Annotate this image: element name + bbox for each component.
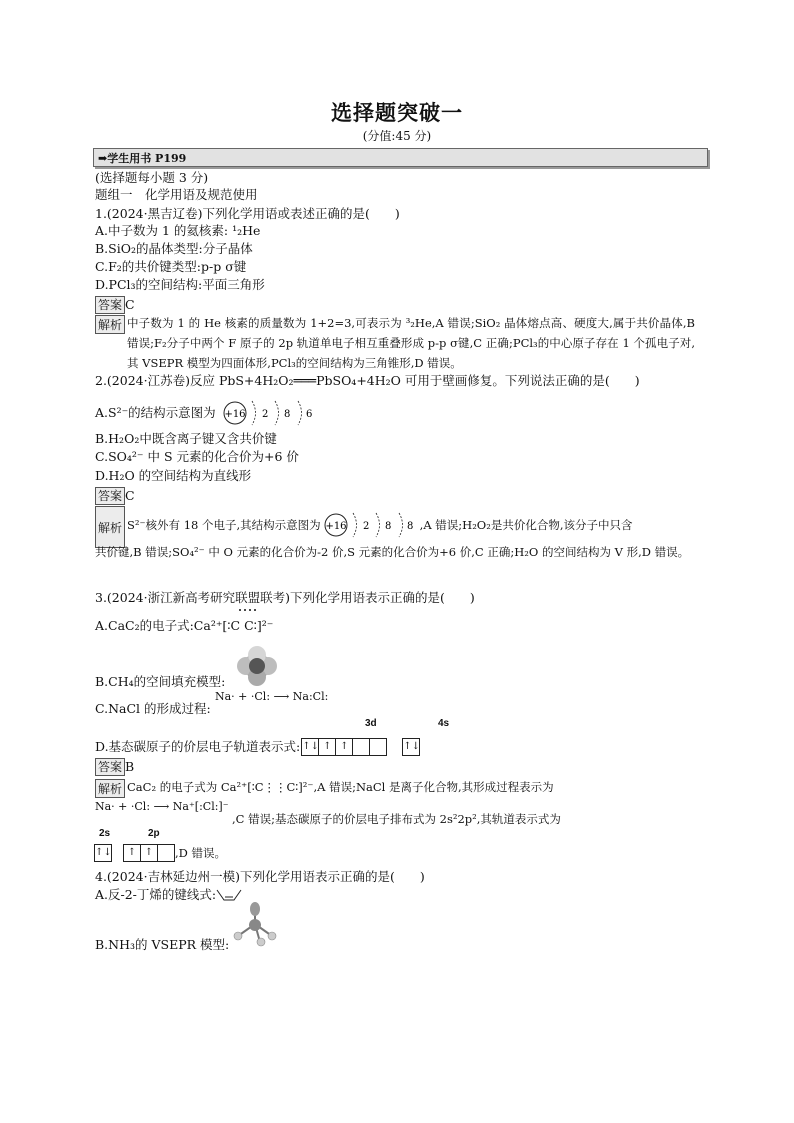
electron-dots-decoration xyxy=(236,605,266,615)
orbital-boxes-3d xyxy=(302,738,387,756)
q2-explanation-rest: 共价键,B 错误;SO₄²⁻ 中 O 元素的化合价为-2 价,S 元素的化合价为+6 价,C 正确;H₂O 的空间结构为 V 形,D 错误。 xyxy=(95,545,690,559)
orbital-box: ↑↓ xyxy=(94,844,112,862)
q3-option-b: B.CH₄的空间填充模型: xyxy=(95,674,226,689)
orbital-boxes-4s xyxy=(403,738,420,756)
q2-option-c: C.SO₄²⁻ 中 S 元素的化合价为+6 价 xyxy=(95,449,299,464)
q2-option-a xyxy=(95,398,317,428)
q1-answer xyxy=(95,296,135,314)
q4-stem: 4.(2024·吉林延边州一模)下列化学用语表示正确的是( ) xyxy=(95,869,425,884)
orbital-box xyxy=(157,844,175,862)
q2-option-d: D.H₂O 的空间结构为直线形 xyxy=(95,468,252,483)
answer-tag: 答案 xyxy=(95,487,125,505)
shell-1: 2 xyxy=(362,521,370,532)
q3-explain-a: CaC₂ 的电子式为 Ca²⁺[∶C⋮⋮C∶]²⁻,A 错误;NaCl 是离子化合物,其形成过程表示为 xyxy=(127,780,554,794)
orbital-boxes-2p xyxy=(124,844,175,862)
orbital-box: ↑ xyxy=(318,738,336,756)
orbital-boxes-2s xyxy=(95,844,112,862)
group-heading: 题组一 化学用语及规范使用 xyxy=(95,187,258,202)
q2-option-b: B.H₂O₂中既含离子键又含共价键 xyxy=(95,431,277,446)
q3-option-a: A.CaC₂的电子式:Ca²⁺[∶C C∶]²⁻ xyxy=(95,618,274,633)
orbital-label-3d: 3d xyxy=(365,718,377,729)
section-note: (选择题每小题 3 分) xyxy=(95,170,209,185)
q4-option-b: B.NH₃的 VSEPR 模型: xyxy=(95,937,230,952)
q3-answer xyxy=(95,758,134,776)
q3-explain-formula: Na· + ·Cl: ⟶ Na⁺[:Cl:]⁻ xyxy=(95,800,229,813)
q2-answer xyxy=(95,487,135,505)
q2-explanation-line1 xyxy=(127,510,633,540)
shell-2: 8 xyxy=(283,409,291,420)
q1-explanation: 中子数为 1 的 He 核素的质量数为 1+2=3,可表示为 ³₂He,A 错误;SiO₂ 晶体熔点高、硬度大,属于共价晶体,B 错误;F₂分子中两个 F 原子的 2p 轨道单电子相互重叠形成 p-p σ键,C 正确;PCl₃的中心原子存在 1 个孤电子对,其 VSEPR 模型为四面体形,PCl₃的空间结构为三角锥形,D 错误。 xyxy=(127,316,695,370)
q1-option-b: B.SiO₂的晶体类型:分子晶体 xyxy=(95,241,253,256)
ammonia-vsepr-model xyxy=(230,902,280,947)
q3-option-d xyxy=(95,738,420,756)
page-title: 选择题突破一 xyxy=(331,101,463,125)
q1-option-a: A.中子数为 1 的氦核素: ¹₂He xyxy=(95,223,261,238)
explain-tag: 解析 xyxy=(95,315,125,334)
orbital-box: ↑ xyxy=(335,738,353,756)
nucleus-label: +16 xyxy=(224,409,246,420)
answer-tag: 答案 xyxy=(95,296,125,314)
q2-stem: 2.(2024·江苏卷)反应 PbS+4H₂O₂═══PbSO₄+4H₂O 可用于壁画修复。下列说法正确的是( ) xyxy=(95,373,640,388)
book-reference-bar xyxy=(93,148,708,167)
shell-2: 8 xyxy=(384,521,392,532)
orbital-box: ↑ xyxy=(140,844,158,862)
orbital-box xyxy=(352,738,370,756)
q3-option-c: C.NaCl 的形成过程: xyxy=(95,701,211,716)
sulfur-ion-structure-diagram xyxy=(222,398,317,428)
answer-tag: 答案 xyxy=(95,758,125,776)
orbital-label-2s: 2s xyxy=(99,828,111,839)
q1-stem: 1.(2024·黑吉辽卷)下列化学用语或表述正确的是( ) xyxy=(95,206,400,221)
q1-option-c: C.F₂的共价键类型:p-p σ键 xyxy=(95,259,247,274)
q1-answer-value: C xyxy=(125,297,135,312)
book-reference: ➡学生用书 P199 xyxy=(98,152,187,165)
q2-answer-value: C xyxy=(125,488,135,503)
q2-explain-a: S²⁻核外有 18 个电子,其结构示意图为 xyxy=(127,518,321,532)
q3-explain-c: ,D 错误。 xyxy=(175,846,227,860)
shell-3: 8 xyxy=(406,521,414,532)
q3-explain-b: ,C 错误;基态碳原子的价层电子排布式为 2s²2p²,其轨道表示式为 xyxy=(232,812,561,826)
score-note: (分值:45 分) xyxy=(362,129,432,143)
q3-explain-orbitals xyxy=(95,844,226,862)
orbital-box: ↑ xyxy=(123,844,141,862)
orbital-box: ↑↓ xyxy=(402,738,420,756)
nacl-formation-formula: Na· + ·Cl: ⟶ Na:Cl: xyxy=(215,690,329,703)
methane-space-filling-model xyxy=(236,645,278,687)
orbital-label-4s: 4s xyxy=(438,718,450,729)
trans-2-butene-skeletal-formula xyxy=(216,888,242,902)
orbital-box xyxy=(369,738,387,756)
q1-option-d: D.PCl₃的空间结构:平面三角形 xyxy=(95,277,265,292)
explain-tag: 解析 xyxy=(95,506,125,548)
q3-option-d-text: D.基态碳原子的价层电子轨道表示式: xyxy=(95,739,301,754)
q4-option-a xyxy=(95,886,242,904)
sulfur-ion-structure-diagram xyxy=(323,510,418,540)
q2-option-a-text: A.S²⁻的结构示意图为 xyxy=(95,405,216,420)
q4-option-a-text: A.反-2-丁烯的键线式: xyxy=(95,887,217,902)
shell-3: 6 xyxy=(305,409,313,420)
q2-explain-b: ,A 错误;H₂O₂是共价化合物,该分子中只含 xyxy=(419,518,633,532)
nucleus-label: +16 xyxy=(325,521,347,532)
orbital-box: ↑↓ xyxy=(301,738,319,756)
explain-tag: 解析 xyxy=(95,779,125,798)
shell-1: 2 xyxy=(261,409,269,420)
q3-answer-value: B xyxy=(125,759,135,774)
q3-stem: 3.(2024·浙江新高考研究联盟联考)下列化学用语表示正确的是( ) xyxy=(95,590,475,605)
orbital-label-2p: 2p xyxy=(148,828,160,839)
